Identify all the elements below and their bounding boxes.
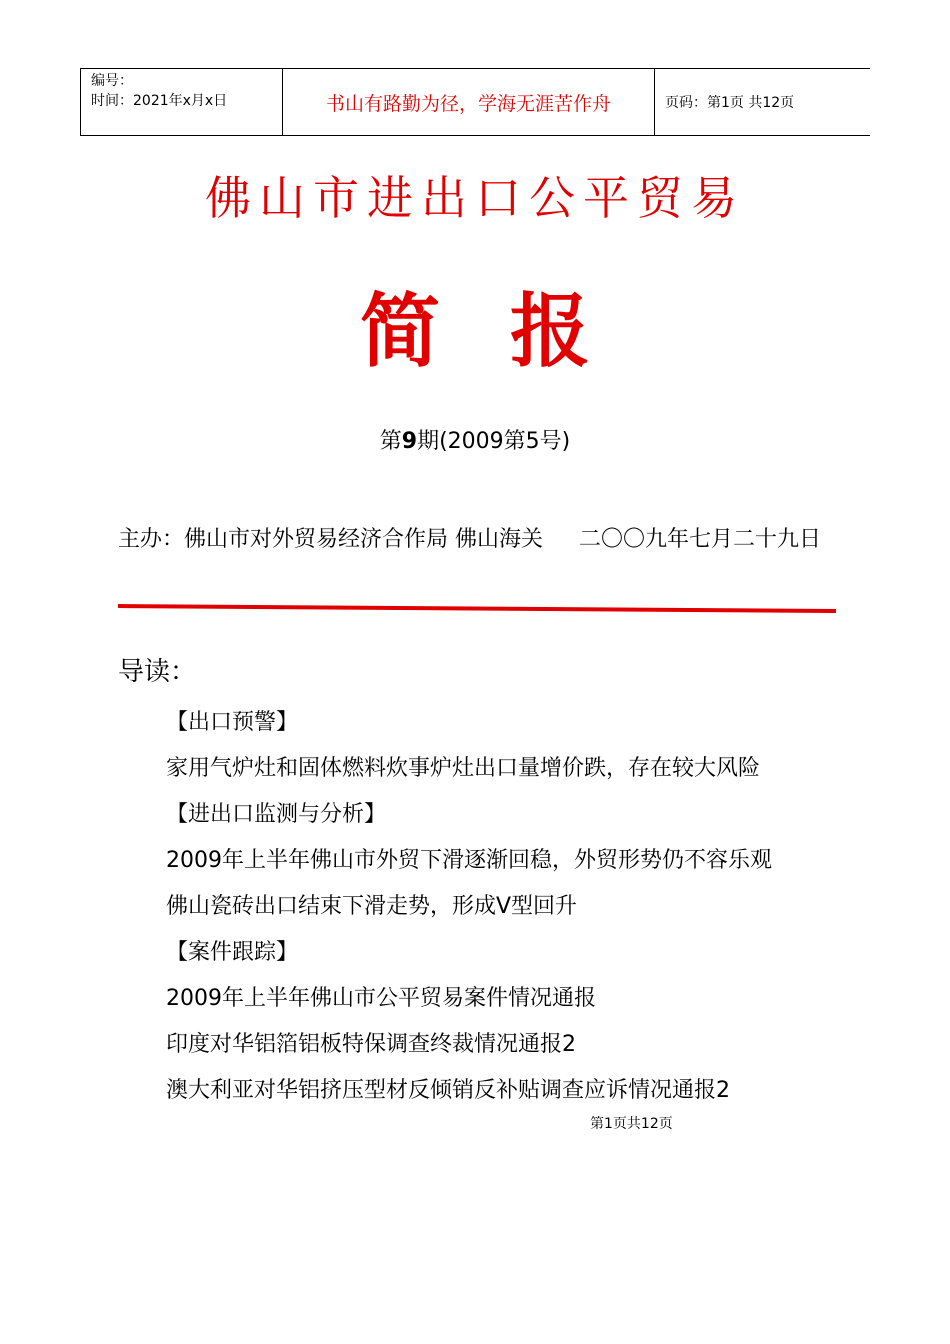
guide-item: 佛山瓷砖出口结束下滑走势，形成V型回升 (166, 894, 578, 919)
issue-suffix: 期(2009第5号) (417, 429, 571, 454)
guide-title: 导读： (118, 657, 197, 687)
guide-item: 2009年上半年佛山市公平贸易案件情况通报 (166, 986, 596, 1011)
issue-num: 9 (401, 429, 418, 454)
header-meta-cell (81, 69, 283, 135)
sponsor-date: 二〇〇九年七月二十九日 (579, 527, 822, 552)
guide-item: 印度对华铝箔铝板特保调查终裁情况通报2 (166, 1032, 576, 1057)
page-info-text: 页码：第1页 共12页 (665, 95, 795, 111)
guide-list (166, 700, 866, 1114)
motto-cell (283, 69, 655, 135)
guide-item: 家用气炉灶和固体燃料炊事炉灶出口量增价跌，存在较大风险 (166, 756, 761, 781)
subtitle-char-2: 报 (510, 285, 590, 378)
sponsor-organizers: 主办：佛山市对外贸易经济合作局 佛山海关 (118, 527, 543, 552)
guide-item: 【进出口监测与分析】 (166, 802, 387, 827)
header-table (80, 68, 870, 136)
issue-number (0, 424, 950, 460)
bulletin-title: 佛山市进出口公平贸易 (205, 171, 745, 225)
red-divider-line (118, 606, 836, 611)
page-footer: 第1页共12页 (590, 1116, 673, 1132)
number-label: 编号： (91, 73, 133, 89)
page-info-cell (655, 69, 870, 135)
guide-item: 澳大利亚对华铝挤压型材反倾销反补贴调查应诉情况通报2 (166, 1078, 730, 1103)
subtitle-char-1: 简 (360, 285, 440, 378)
guide-item: 【出口预警】 (166, 710, 299, 735)
bulletin-subtitle (0, 282, 950, 382)
guide-item: 2009年上半年佛山市外贸下滑逐渐回稳，外贸形势仍不容乐观 (166, 848, 772, 873)
time-label: 时间：2021年x月x日 (91, 93, 228, 109)
issue-prefix: 第 (379, 429, 402, 454)
guide-item: 【案件跟踪】 (166, 940, 299, 965)
motto-text: 书山有路勤为径，学海无涯苦作舟 (325, 92, 611, 115)
sponsor-line (118, 518, 838, 562)
